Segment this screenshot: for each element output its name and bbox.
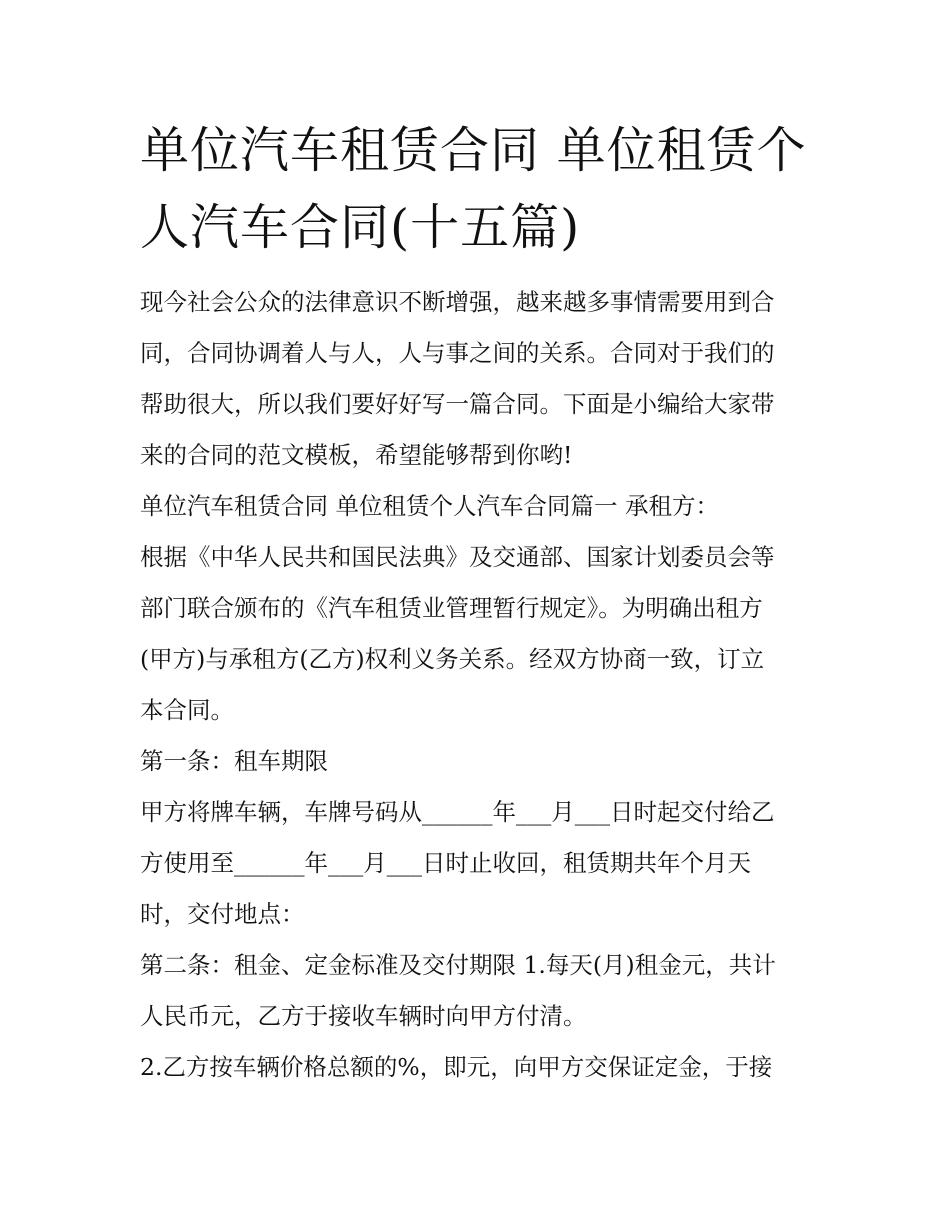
paragraph-line: 时，交付地点：	[140, 900, 305, 928]
intro-line: 同，合同协调着人与人，人与事之间的关系。合同对于我们的	[140, 339, 775, 367]
document-title	[140, 112, 820, 266]
paragraph-line: 人民币元，乙方于接收车辆时向甲方付清。	[140, 1002, 587, 1030]
section-heading: 单位汽车租赁合同 单位租赁个人汽车合同篇一 承租方：	[140, 492, 719, 520]
paragraph-line: 2.乙方按车辆价格总额的%，即元，向甲方交保证定金，于接	[140, 1053, 773, 1081]
paragraph-line: (甲方)与承租方(乙方)权利义务关系。经双方协商一致，订立	[140, 645, 765, 673]
title-line: 单位汽车租赁合同 单位租赁个	[140, 122, 807, 179]
document-body	[140, 277, 820, 1093]
article-heading: 第一条：租车期限	[140, 747, 328, 775]
paragraph-line: 第二条：租金、定金标准及交付期限 1.每天(月)租金元，共计	[140, 951, 776, 979]
title-line: 人汽车合同(十五篇)	[140, 199, 581, 256]
paragraph-line: 本合同。	[140, 696, 234, 724]
intro-line: 帮助很大，所以我们要好好写一篇合同。下面是小编给大家带	[140, 390, 775, 418]
intro-line: 现今社会公众的法律意识不断增强，越来越多事情需要用到合	[140, 288, 775, 316]
intro-line: 来的合同的范文模板，希望能够帮到你哟!	[140, 441, 573, 469]
paragraph-line: 方使用至______年___月___日时止收回，租赁期共年个月天	[140, 849, 751, 877]
paragraph-line: 甲方将牌车辆，车牌号码从______年___月___日时起交付给乙	[140, 798, 775, 826]
paragraph-line: 根据《中华人民共和国民法典》及交通部、国家计划委员会等	[140, 543, 775, 571]
paragraph-line: 部门联合颁布的《汽车租赁业管理暂行规定》。为明确出租方	[140, 594, 763, 622]
